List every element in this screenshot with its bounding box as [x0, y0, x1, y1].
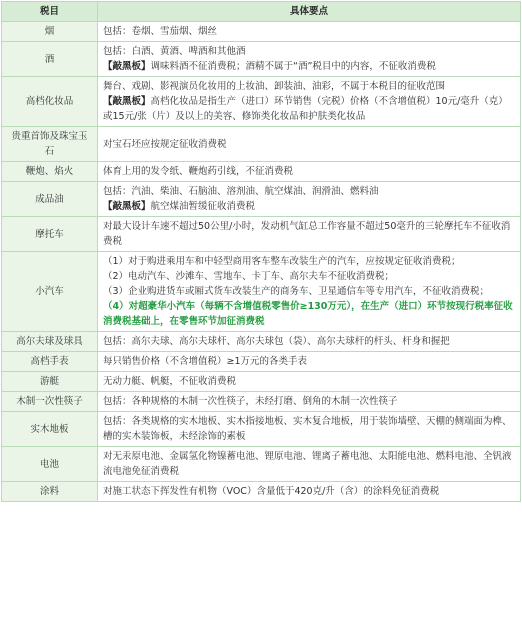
table-row	[2, 372, 521, 392]
highlight-text: （4）对超豪华小汽车（每辆不含增值税零售价≥130万元），在生产（进口）环节按现行税率征收消费税基础上，在零售环节加征消费税	[103, 301, 513, 327]
table-row	[2, 127, 521, 162]
table-row	[2, 412, 521, 447]
tax-item-details	[98, 352, 521, 372]
detail-text: 包括：白酒、黄酒、啤酒和其他酒	[103, 46, 246, 57]
note-marker: 【敲黑板】	[103, 96, 151, 107]
tax-item-details	[98, 372, 521, 392]
detail-line	[103, 484, 515, 499]
tax-item-name: 烟	[2, 22, 98, 42]
detail-line	[103, 79, 515, 94]
detail-text: 对无汞原电池、金属氢化物镍蓄电池、锂原电池、锂离子蓄电池、太阳能电池、燃料电池、全钒液流电池免征消费税	[103, 451, 512, 477]
detail-text: （2）电动汽车、沙滩车、雪地车、卡丁车、高尔夫车不征收消费税；	[103, 271, 395, 282]
tax-item-name: 鞭炮、焰火	[2, 162, 98, 182]
tax-item-name: 高尔夫球及球具	[2, 332, 98, 352]
tax-item-name: 涂料	[2, 482, 98, 502]
detail-line	[103, 199, 515, 214]
detail-text: 包括：高尔夫球、高尔夫球杆、高尔夫球包（袋）、高尔夫球杆的杆头、杆身和握把	[103, 336, 450, 347]
detail-line	[103, 137, 515, 152]
detail-text: 调味料酒不征消费税；酒精不属于“酒”税目中的内容，不征收消费税	[150, 61, 436, 72]
table-row	[2, 22, 521, 42]
tax-item-details	[98, 127, 521, 162]
tax-table	[1, 1, 521, 502]
detail-text: 高档化妆品是指生产（进口）环节销售（完税）价格（不含增值税）10元/毫升（克）或15元/张（片）及以上的美容、修饰类化妆品和护肤类化妆品	[103, 96, 508, 122]
note-marker: 【敲黑板】	[103, 201, 151, 212]
detail-text: （1）对于购进乘用车和中轻型商用客车整车改装生产的汽车，应按规定征收消费税；	[103, 256, 461, 267]
table-row	[2, 252, 521, 332]
tax-item-name: 摩托车	[2, 217, 98, 252]
detail-text: 对宝石坯应按规定征收消费税	[103, 138, 227, 150]
detail-line	[103, 184, 515, 199]
detail-line	[103, 269, 515, 284]
detail-line	[103, 24, 515, 39]
note-marker: 【敲黑板】	[103, 61, 151, 72]
detail-line	[103, 44, 515, 59]
detail-line	[103, 59, 515, 74]
detail-line	[103, 414, 515, 444]
tax-item-details	[98, 182, 521, 217]
detail-line	[103, 254, 515, 269]
detail-text: 无动力艇、帆艇，不征收消费税	[103, 376, 237, 387]
detail-text: 包括：各种规格的木制一次性筷子，未经打磨、倒角的木制一次性筷子	[103, 396, 398, 407]
table-row	[2, 42, 521, 77]
detail-line	[103, 94, 515, 124]
detail-text: （3）企业购进货车或厢式货车改装生产的商务车、卫星通信车等专用汽车，不征收消费税；	[103, 286, 490, 297]
table-row	[2, 482, 521, 502]
detail-line	[103, 284, 515, 299]
detail-line	[103, 374, 515, 389]
table-row	[2, 162, 521, 182]
table-row	[2, 77, 521, 127]
table-row	[2, 217, 521, 252]
detail-line	[103, 219, 515, 249]
tax-item-details	[98, 162, 521, 182]
detail-line	[103, 394, 515, 409]
table-row	[2, 182, 521, 217]
tax-item-details	[98, 42, 521, 77]
table-row	[2, 447, 521, 482]
header-key-points: 具体要点	[98, 2, 521, 22]
detail-text: 舞台、戏剧、影视演员化妆用的上妆油、卸装油、油彩，不属于本税目的征收范围	[103, 81, 446, 92]
detail-text: 体育上用的发令纸、鞭炮药引线，不征消费税	[103, 166, 294, 177]
detail-text: 对施工状态下挥发性有机物（VOC）含量低于420克/升（含）的涂料免征消费税	[103, 486, 440, 497]
detail-text: 航空煤油暂缓征收消费税	[150, 201, 256, 212]
tax-item-details	[98, 332, 521, 352]
detail-text: 包括：各类规格的实木地板、实木指接地板、实木复合地板，用于装饰墙壁、天棚的侧端面为榫、槽的实木装饰板，未经涂饰的素板	[103, 416, 512, 442]
table-row	[2, 332, 521, 352]
detail-line	[103, 354, 515, 369]
detail-text: 每只销售价格（不含增值税）≥1万元的各类手表	[103, 356, 308, 367]
detail-text: 包括：汽油、柴油、石脑油、溶剂油、航空煤油、润滑油、燃料油	[103, 186, 379, 197]
tax-item-name: 高档化妆品	[2, 77, 98, 127]
detail-text: 包括：卷烟、雪茄烟、烟丝	[103, 26, 218, 37]
tax-item-details	[98, 77, 521, 127]
tax-item-name: 实木地板	[2, 412, 98, 447]
table-row	[2, 392, 521, 412]
tax-item-details	[98, 217, 521, 252]
detail-line	[103, 334, 515, 349]
tax-item-name: 游艇	[2, 372, 98, 392]
tax-item-name: 小汽车	[2, 252, 98, 332]
tax-item-name: 成品油	[2, 182, 98, 217]
detail-line	[103, 299, 515, 329]
detail-line	[103, 449, 515, 479]
detail-text: 对最大设计车速不超过50公里/小时，发动机气缸总工作容量不超过50毫升的三轮摩托车不征收消费税	[103, 221, 511, 247]
header-tax-item: 税目	[2, 2, 98, 22]
tax-item-details	[98, 22, 521, 42]
tax-item-details	[98, 447, 521, 482]
table-row	[2, 352, 521, 372]
tax-item-name: 贵重首饰及珠宝玉石	[2, 127, 98, 162]
tax-item-details	[98, 252, 521, 332]
tax-item-name: 酒	[2, 42, 98, 77]
tax-item-name: 木制一次性筷子	[2, 392, 98, 412]
tax-item-name: 电池	[2, 447, 98, 482]
tax-item-name: 高档手表	[2, 352, 98, 372]
detail-line	[103, 164, 515, 179]
table-header	[2, 2, 521, 22]
tax-item-details	[98, 412, 521, 447]
tax-item-details	[98, 392, 521, 412]
tax-item-details	[98, 482, 521, 502]
